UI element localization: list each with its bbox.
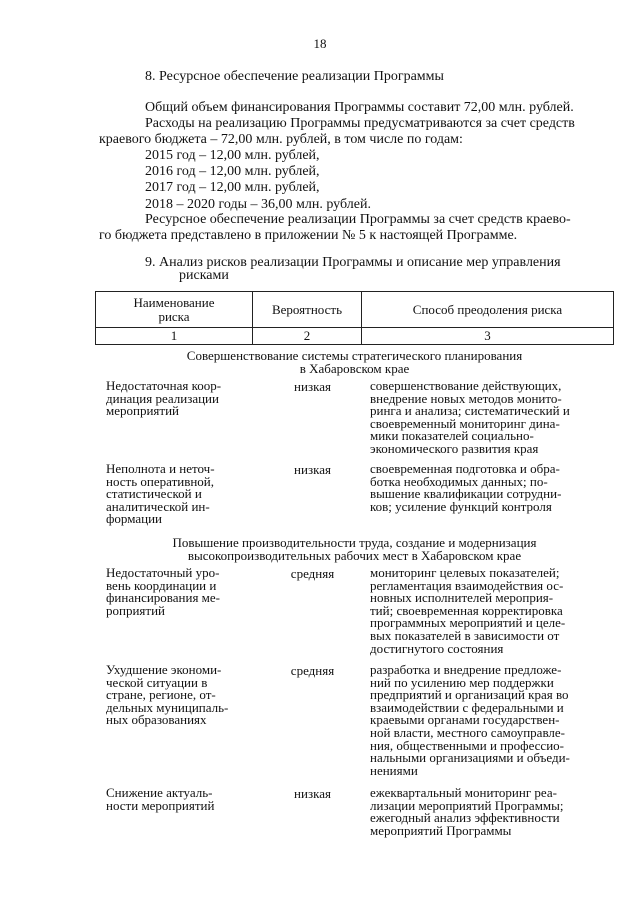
method-line: совершенствование действующих, — [370, 378, 562, 393]
method-line: ежегодный анализ эффективности — [370, 810, 560, 826]
risk-name-line: Ухудшение экономи- — [106, 662, 222, 677]
risk-method — [370, 380, 610, 456]
column-number: 3 — [362, 328, 614, 345]
risk-method — [370, 463, 610, 513]
year-item: 2017 год – 12,00 млн. рублей, — [145, 180, 320, 196]
group-title-line: Совершенствование системы стратегического планирования — [186, 348, 523, 363]
text-line: Расходы на реализацию Программы предусматриваются за счет средств — [145, 116, 575, 131]
risk-name-line: стране, регионе, от- — [106, 687, 216, 703]
risk-probability: средняя — [290, 566, 335, 581]
method-line: внедрение новых методов монито- — [370, 390, 562, 406]
risk-name-line: дельных муниципаль- — [106, 699, 229, 715]
method-line: регламентация взаимодействия ос- — [370, 577, 564, 593]
text-line: краевого бюджета – 72,00 млн. рублей, в том числе по годам: — [99, 132, 463, 148]
risk-probability: средняя — [290, 663, 335, 678]
risk-method — [370, 787, 610, 837]
risk-method — [370, 567, 610, 655]
risk-method — [370, 664, 610, 777]
method-line: новных исполнителей мероприя- — [370, 590, 554, 606]
group-title-line: в Хабаровском крае — [299, 361, 410, 376]
method-line: мики показателей социально- — [370, 428, 534, 444]
method-line: взаимодействии с федеральными и — [370, 699, 564, 715]
risk-name-line: Недостаточная коор- — [106, 378, 222, 393]
method-line: нальными организациями и объеди- — [370, 750, 570, 766]
year-item: 2015 год – 12,00 млн. рублей, — [145, 148, 320, 163]
group-title — [95, 536, 614, 562]
risk-name-line: ных образованиях — [106, 712, 207, 728]
header-cell-probability: Вероятность — [253, 292, 362, 328]
column-number: 2 — [253, 328, 362, 345]
risk-name-line: ности мероприятий — [106, 797, 215, 813]
year-item: 2016 год – 12,00 млн. рублей, — [145, 164, 320, 180]
year-item: 2018 – 2020 годы – 36,00 млн. рублей. — [145, 196, 371, 212]
risk-probability: низкая — [294, 786, 331, 801]
method-line: ринга и анализа; систематический и — [370, 403, 570, 419]
header-cell-name — [96, 292, 253, 328]
column-number: 1 — [96, 328, 253, 345]
method-line: вых показателей в зависимости от — [370, 627, 560, 643]
risk-name — [106, 380, 256, 418]
method-line: ботка необходимых данных; по- — [370, 473, 548, 489]
header-cell-method: Способ преодоления риска — [362, 292, 614, 328]
risk-name-line: финансирования ме- — [106, 590, 220, 606]
group-title-line: Повышение производительности труда, создание и модернизация — [172, 535, 537, 550]
method-line: лизации мероприятий Программы; — [370, 797, 564, 813]
risk-name — [106, 463, 256, 526]
method-line: ежеквартальный мониторинг реа- — [370, 785, 557, 800]
group-title-line: высокопроизводительных рабочих мест в Хабаровском крае — [187, 548, 522, 563]
risk-name-line: ность оперативной, — [106, 473, 215, 489]
method-line: программных мероприятий и целе- — [370, 615, 566, 631]
heading-line: 9. Анализ рисков реализации Программы и описание мер управления — [145, 255, 561, 270]
method-line: своевременный мониторинг дина- — [370, 415, 560, 431]
method-line: ков; усиление функций контроля — [370, 498, 552, 514]
section-8-paragraph-3 — [99, 212, 610, 244]
risk-name-line: вень координации и — [106, 577, 217, 593]
years-list — [145, 148, 371, 213]
risk-name-line: ческой ситуации в — [106, 674, 208, 690]
risk-name — [106, 567, 256, 617]
method-line: ной власти, местного самоуправле- — [370, 724, 565, 740]
risk-name-line: Неполнота и неточ- — [106, 461, 215, 476]
section-8-paragraph-1: Общий объем финансирования Программы составит 72,00 млн. рублей. — [145, 100, 574, 115]
risk-name — [106, 664, 256, 727]
text-line: Ресурсное обеспечение реализации Программы за счет средств краево- — [145, 212, 571, 227]
method-line: краевыми органами государствен- — [370, 712, 560, 728]
risk-name-line: Недостаточный уро- — [106, 565, 220, 580]
risk-probability: низкая — [294, 379, 331, 394]
method-line: ния, общественными и профессио- — [370, 737, 564, 753]
method-line: мониторинг целевых показателей; — [370, 565, 560, 580]
risk-name — [106, 787, 256, 812]
risk-name-line: статистической и — [106, 486, 202, 502]
method-line: нениями — [370, 762, 418, 778]
heading-line: рисками — [179, 268, 229, 283]
method-line: предприятий и организаций края во — [370, 687, 569, 703]
method-line: своевременная подготовка и обра- — [370, 461, 560, 476]
risk-name-line: аналитической ин- — [106, 498, 210, 514]
method-line: ний по усилению мер поддержки — [370, 674, 554, 690]
method-line: мероприятий Программы — [370, 822, 512, 838]
method-line: вышение квалификации сотрудни- — [370, 486, 562, 502]
group-title — [95, 349, 614, 375]
header-name-line: Наименование — [133, 294, 215, 310]
risk-name-line: динация реализации — [106, 390, 219, 406]
text-line: го бюджета представлено в приложении № 5 к настоящей Программе. — [99, 228, 518, 244]
risk-table-header — [95, 291, 614, 345]
risk-probability: низкая — [294, 462, 331, 477]
method-line: разработка и внедрение предложе- — [370, 662, 562, 677]
method-line: тий; своевременная корректировка — [370, 602, 563, 618]
risk-name-line: формации — [106, 511, 163, 527]
risk-name-line: мероприятий — [106, 403, 179, 419]
method-line: достигнутого состояния — [370, 640, 504, 656]
risk-name-line: роприятий — [106, 602, 165, 618]
section-8-heading: 8. Ресурсное обеспечение реализации Программы — [145, 69, 444, 84]
page-number: 18 — [313, 36, 327, 51]
method-line: экономического развития края — [370, 440, 539, 456]
header-name-line: риска — [158, 308, 190, 324]
section-8-paragraph-2 — [99, 116, 610, 148]
risk-name-line: Снижение актуаль- — [106, 785, 213, 800]
section-9-heading — [145, 256, 561, 282]
